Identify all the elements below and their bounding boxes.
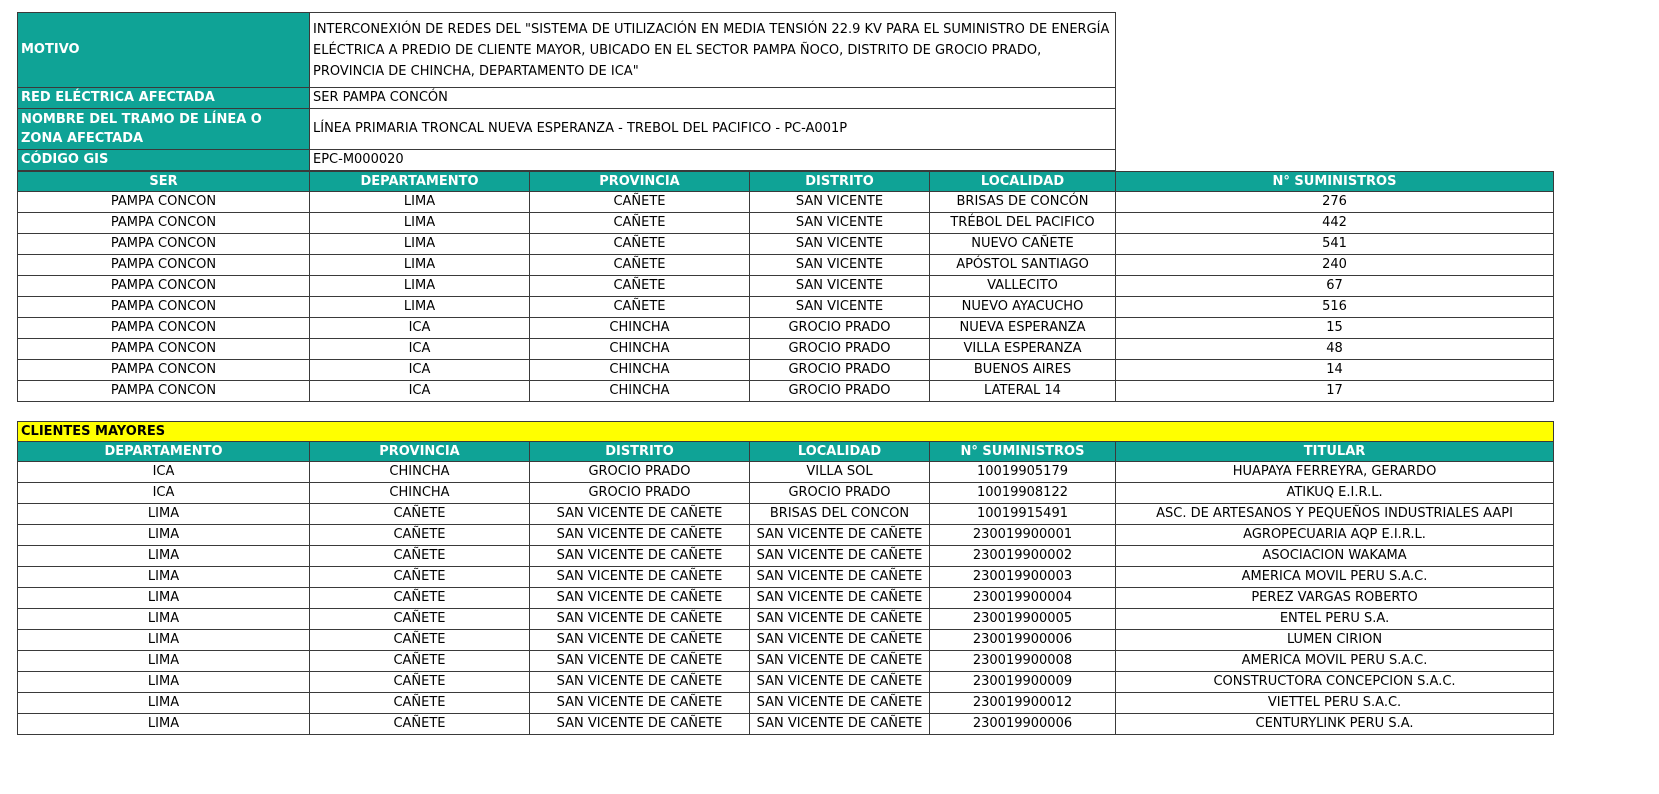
table-cell[interactable]: BRISAS DE CONCÓN bbox=[930, 192, 1116, 213]
table-cell[interactable]: GROCIO PRADO bbox=[530, 483, 750, 504]
table-cell[interactable]: APÓSTOL SANTIAGO bbox=[930, 255, 1116, 276]
table-cell[interactable]: PAMPA CONCON bbox=[18, 213, 310, 234]
table-cell[interactable]: 541 bbox=[1116, 234, 1554, 255]
table-cell[interactable]: GROCIO PRADO bbox=[750, 360, 930, 381]
column-header[interactable]: SER bbox=[18, 172, 310, 192]
table-row bbox=[18, 630, 1554, 651]
table-cell[interactable]: 10019908122 bbox=[930, 483, 1116, 504]
motivo-label[interactable]: MOTIVO bbox=[18, 13, 310, 88]
table-cell[interactable]: 230019900006 bbox=[930, 630, 1116, 651]
spacer bbox=[17, 402, 1554, 421]
table-cell[interactable]: GROCIO PRADO bbox=[530, 462, 750, 483]
table-cell[interactable]: 14 bbox=[1116, 360, 1554, 381]
table-cell[interactable]: CAÑETE bbox=[310, 567, 530, 588]
gis-row bbox=[18, 150, 1116, 171]
table-cell[interactable]: SAN VICENTE DE CAÑETE bbox=[750, 651, 930, 672]
table-cell[interactable]: ICA bbox=[310, 360, 530, 381]
table-cell[interactable]: SAN VICENTE bbox=[750, 255, 930, 276]
table-cell[interactable]: 230019900004 bbox=[930, 588, 1116, 609]
table-row bbox=[18, 714, 1554, 735]
table-row bbox=[18, 588, 1554, 609]
table-cell[interactable]: LIMA bbox=[18, 546, 310, 567]
column-header[interactable]: DEPARTAMENTO bbox=[310, 172, 530, 192]
table-cell[interactable]: ICA bbox=[310, 318, 530, 339]
gis-value[interactable]: EPC-M000020 bbox=[310, 150, 1116, 171]
table-cell[interactable]: LIMA bbox=[310, 255, 530, 276]
table-cell[interactable]: 230019900009 bbox=[930, 672, 1116, 693]
table-cell[interactable]: 10019905179 bbox=[930, 462, 1116, 483]
table-cell[interactable]: PAMPA CONCON bbox=[18, 255, 310, 276]
table-cell[interactable]: CAÑETE bbox=[310, 609, 530, 630]
table-row bbox=[18, 234, 1554, 255]
table-cell[interactable]: LIMA bbox=[310, 297, 530, 318]
table-cell[interactable]: 230019900003 bbox=[930, 567, 1116, 588]
red-value[interactable]: SER PAMPA CONCÓN bbox=[310, 88, 1116, 109]
tramo-label[interactable]: NOMBRE DEL TRAMO DE LÍNEA O ZONA AFECTADA bbox=[18, 109, 310, 150]
table-cell[interactable]: LUMEN CIRION bbox=[1116, 630, 1554, 651]
table-cell[interactable]: BUENOS AIRES bbox=[930, 360, 1116, 381]
table-cell[interactable]: AMERICA MOVIL PERU S.A.C. bbox=[1116, 567, 1554, 588]
table-cell[interactable]: BRISAS DEL CONCON bbox=[750, 504, 930, 525]
column-header[interactable]: DISTRITO bbox=[750, 172, 930, 192]
table-cell[interactable]: CAÑETE bbox=[310, 525, 530, 546]
table-cell[interactable]: SAN VICENTE DE CAÑETE bbox=[530, 693, 750, 714]
column-header[interactable]: N° SUMINISTROS bbox=[930, 442, 1116, 462]
table-cell[interactable]: LIMA bbox=[310, 276, 530, 297]
table-row bbox=[18, 360, 1554, 381]
table-cell[interactable]: LIMA bbox=[18, 609, 310, 630]
table-cell[interactable]: LIMA bbox=[18, 504, 310, 525]
table-cell[interactable]: LIMA bbox=[18, 651, 310, 672]
table-cell[interactable]: SAN VICENTE DE CAÑETE bbox=[750, 693, 930, 714]
table-cell[interactable]: CHINCHA bbox=[530, 360, 750, 381]
table-cell[interactable]: SAN VICENTE DE CAÑETE bbox=[530, 504, 750, 525]
table-row bbox=[18, 651, 1554, 672]
table-cell[interactable]: CAÑETE bbox=[310, 672, 530, 693]
table-cell[interactable]: ENTEL PERU S.A. bbox=[1116, 609, 1554, 630]
table-cell[interactable]: LIMA bbox=[18, 588, 310, 609]
table-cell[interactable]: SAN VICENTE DE CAÑETE bbox=[530, 546, 750, 567]
table-cell[interactable]: NUEVO AYACUCHO bbox=[930, 297, 1116, 318]
table-cell[interactable]: SAN VICENTE DE CAÑETE bbox=[750, 588, 930, 609]
table-row bbox=[18, 318, 1554, 339]
column-header[interactable]: PROVINCIA bbox=[530, 172, 750, 192]
red-row bbox=[18, 88, 1116, 109]
table-cell[interactable]: ASC. DE ARTESANOS Y PEQUEÑOS INDUSTRIALES AAPI bbox=[1116, 504, 1554, 525]
table-cell[interactable]: VIETTEL PERU S.A.C. bbox=[1116, 693, 1554, 714]
table-cell[interactable]: 230019900006 bbox=[930, 714, 1116, 735]
table-row bbox=[18, 672, 1554, 693]
table-row bbox=[18, 213, 1554, 234]
affected-localities-table bbox=[17, 171, 1554, 402]
table2-header-row bbox=[18, 442, 1554, 462]
table-cell[interactable]: ICA bbox=[18, 483, 310, 504]
table-cell[interactable]: AGROPECUARIA AQP E.I.R.L. bbox=[1116, 525, 1554, 546]
table-cell[interactable]: SAN VICENTE bbox=[750, 297, 930, 318]
table-cell[interactable]: NUEVA ESPERANZA bbox=[930, 318, 1116, 339]
column-header[interactable]: DISTRITO bbox=[530, 442, 750, 462]
table-cell[interactable]: 230019900002 bbox=[930, 546, 1116, 567]
table-cell[interactable]: CAÑETE bbox=[310, 504, 530, 525]
tramo-row bbox=[18, 109, 1116, 150]
table-row bbox=[18, 693, 1554, 714]
table-cell[interactable]: ICA bbox=[18, 462, 310, 483]
major-clients-title[interactable]: CLIENTES MAYORES bbox=[18, 422, 1554, 442]
table-cell[interactable]: NUEVO CAÑETE bbox=[930, 234, 1116, 255]
table-cell[interactable]: GROCIO PRADO bbox=[750, 318, 930, 339]
spreadsheet bbox=[17, 12, 1554, 735]
table-cell[interactable]: VILLA ESPERANZA bbox=[930, 339, 1116, 360]
table-cell[interactable]: SAN VICENTE DE CAÑETE bbox=[530, 714, 750, 735]
table-cell[interactable]: CAÑETE bbox=[530, 234, 750, 255]
table-cell[interactable]: 230019900005 bbox=[930, 609, 1116, 630]
table-cell[interactable]: 10019915491 bbox=[930, 504, 1116, 525]
table-cell[interactable]: SAN VICENTE bbox=[750, 213, 930, 234]
table-row bbox=[18, 483, 1554, 504]
table-cell[interactable]: TRÉBOL DEL PACIFICO bbox=[930, 213, 1116, 234]
table-cell[interactable]: HUAPAYA FERREYRA, GERARDO bbox=[1116, 462, 1554, 483]
table-cell[interactable]: CAÑETE bbox=[310, 714, 530, 735]
tramo-value[interactable]: LÍNEA PRIMARIA TRONCAL NUEVA ESPERANZA - TREBOL DEL PACIFICO - PC-A001P bbox=[310, 109, 1116, 150]
red-label[interactable]: RED ELÉCTRICA AFECTADA bbox=[18, 88, 310, 109]
table-cell[interactable]: CAÑETE bbox=[530, 255, 750, 276]
table-cell[interactable]: ICA bbox=[310, 339, 530, 360]
table-cell[interactable]: SAN VICENTE DE CAÑETE bbox=[750, 672, 930, 693]
column-header[interactable]: TITULAR bbox=[1116, 442, 1554, 462]
table-cell[interactable]: GROCIO PRADO bbox=[750, 483, 930, 504]
table-cell[interactable]: GROCIO PRADO bbox=[750, 339, 930, 360]
table-cell[interactable]: 230019900008 bbox=[930, 651, 1116, 672]
table-row bbox=[18, 255, 1554, 276]
table-cell[interactable]: CAÑETE bbox=[310, 693, 530, 714]
table-cell[interactable]: CHINCHA bbox=[310, 483, 530, 504]
table-cell[interactable]: LIMA bbox=[18, 630, 310, 651]
table-cell[interactable]: LIMA bbox=[310, 192, 530, 213]
table-cell[interactable]: GROCIO PRADO bbox=[750, 381, 930, 402]
table-cell[interactable]: SAN VICENTE DE CAÑETE bbox=[750, 630, 930, 651]
table-cell[interactable]: LIMA bbox=[18, 693, 310, 714]
table-cell[interactable]: CHINCHA bbox=[310, 462, 530, 483]
table-cell[interactable]: 516 bbox=[1116, 297, 1554, 318]
table-cell[interactable]: SAN VICENTE bbox=[750, 192, 930, 213]
table-cell[interactable]: CHINCHA bbox=[530, 318, 750, 339]
table-cell[interactable]: PAMPA CONCON bbox=[18, 339, 310, 360]
table-cell[interactable]: SAN VICENTE DE CAÑETE bbox=[530, 672, 750, 693]
table-cell[interactable]: LIMA bbox=[18, 672, 310, 693]
column-header[interactable]: LOCALIDAD bbox=[750, 442, 930, 462]
table-cell[interactable]: SAN VICENTE DE CAÑETE bbox=[530, 651, 750, 672]
table-cell[interactable]: SAN VICENTE DE CAÑETE bbox=[750, 567, 930, 588]
table-cell[interactable]: PAMPA CONCON bbox=[18, 381, 310, 402]
table-cell[interactable]: PEREZ VARGAS ROBERTO bbox=[1116, 588, 1554, 609]
table-row bbox=[18, 504, 1554, 525]
table-cell[interactable]: CAÑETE bbox=[530, 213, 750, 234]
table-cell[interactable]: CAÑETE bbox=[310, 651, 530, 672]
table-cell[interactable]: CAÑETE bbox=[310, 546, 530, 567]
table-row bbox=[18, 276, 1554, 297]
table-cell[interactable]: 17 bbox=[1116, 381, 1554, 402]
major-clients-title-row bbox=[18, 422, 1554, 442]
table-cell[interactable]: ATIKUQ E.I.R.L. bbox=[1116, 483, 1554, 504]
table-cell[interactable]: VILLA SOL bbox=[750, 462, 930, 483]
table-cell[interactable]: SAN VICENTE DE CAÑETE bbox=[530, 630, 750, 651]
table-cell[interactable]: CHINCHA bbox=[530, 339, 750, 360]
table-cell[interactable]: PAMPA CONCON bbox=[18, 192, 310, 213]
table-cell[interactable]: 67 bbox=[1116, 276, 1554, 297]
table-cell[interactable]: SAN VICENTE DE CAÑETE bbox=[530, 588, 750, 609]
table-cell[interactable]: ICA bbox=[310, 381, 530, 402]
table-row bbox=[18, 525, 1554, 546]
table-cell[interactable]: 230019900012 bbox=[930, 693, 1116, 714]
table-row bbox=[18, 462, 1554, 483]
table-row bbox=[18, 297, 1554, 318]
info-table bbox=[17, 12, 1116, 171]
table-cell[interactable]: CHINCHA bbox=[530, 381, 750, 402]
table-cell[interactable]: CAÑETE bbox=[530, 297, 750, 318]
column-header[interactable]: DEPARTAMENTO bbox=[18, 442, 310, 462]
table-cell[interactable]: SAN VICENTE bbox=[750, 276, 930, 297]
table-cell[interactable]: LATERAL 14 bbox=[930, 381, 1116, 402]
table-row bbox=[18, 567, 1554, 588]
column-header[interactable]: N° SUMINISTROS bbox=[1116, 172, 1554, 192]
table-cell[interactable]: LIMA bbox=[18, 525, 310, 546]
table-cell[interactable]: 240 bbox=[1116, 255, 1554, 276]
table-cell[interactable]: PAMPA CONCON bbox=[18, 276, 310, 297]
motivo-value[interactable]: INTERCONEXIÓN DE REDES DEL "SISTEMA DE UTILIZACIÓN EN MEDIA TENSIÓN 22.9 KV PARA EL SUMINISTRO DE ENERGÍA ELÉCTRICA A PREDIO DE CLIENTE MAYOR, UBICADO EN EL SECTOR PAMPA ÑOCO, DISTRITO DE GROCIO PRADO, PROVINCIA DE CHINCHA, DEPARTAMENTO DE ICA" bbox=[310, 13, 1116, 88]
table-cell[interactable]: SAN VICENTE DE CAÑETE bbox=[750, 609, 930, 630]
table-row bbox=[18, 546, 1554, 567]
table-row bbox=[18, 339, 1554, 360]
table1-header-row bbox=[18, 172, 1554, 192]
table-cell[interactable]: LIMA bbox=[18, 714, 310, 735]
table-cell[interactable]: CAÑETE bbox=[530, 192, 750, 213]
table-cell[interactable]: SAN VICENTE DE CAÑETE bbox=[530, 525, 750, 546]
table-row bbox=[18, 192, 1554, 213]
table-cell[interactable]: 15 bbox=[1116, 318, 1554, 339]
table-row bbox=[18, 609, 1554, 630]
table-cell[interactable]: SAN VICENTE bbox=[750, 234, 930, 255]
table-cell[interactable]: ASOCIACION WAKAMA bbox=[1116, 546, 1554, 567]
column-header[interactable]: PROVINCIA bbox=[310, 442, 530, 462]
table-cell[interactable]: LIMA bbox=[18, 567, 310, 588]
table-cell[interactable]: VALLECITO bbox=[930, 276, 1116, 297]
table-cell[interactable]: SAN VICENTE DE CAÑETE bbox=[750, 546, 930, 567]
table-cell[interactable]: CAÑETE bbox=[310, 588, 530, 609]
table-cell[interactable]: PAMPA CONCON bbox=[18, 234, 310, 255]
table-cell[interactable]: 230019900001 bbox=[930, 525, 1116, 546]
table-cell[interactable]: LIMA bbox=[310, 234, 530, 255]
column-header[interactable]: LOCALIDAD bbox=[930, 172, 1116, 192]
table-cell[interactable]: CAÑETE bbox=[310, 630, 530, 651]
motivo-row bbox=[18, 13, 1116, 88]
table-cell[interactable]: 276 bbox=[1116, 192, 1554, 213]
table-cell[interactable]: PAMPA CONCON bbox=[18, 297, 310, 318]
table-cell[interactable]: SAN VICENTE DE CAÑETE bbox=[750, 525, 930, 546]
table-cell[interactable]: CAÑETE bbox=[530, 276, 750, 297]
table-cell[interactable]: CENTURYLINK PERU S.A. bbox=[1116, 714, 1554, 735]
table-cell[interactable]: 48 bbox=[1116, 339, 1554, 360]
table-cell[interactable]: CONSTRUCTORA CONCEPCION S.A.C. bbox=[1116, 672, 1554, 693]
table-cell[interactable]: SAN VICENTE DE CAÑETE bbox=[530, 567, 750, 588]
table-cell[interactable]: PAMPA CONCON bbox=[18, 360, 310, 381]
table-cell[interactable]: SAN VICENTE DE CAÑETE bbox=[530, 609, 750, 630]
table-cell[interactable]: LIMA bbox=[310, 213, 530, 234]
gis-label[interactable]: CÓDIGO GIS bbox=[18, 150, 310, 171]
table-cell[interactable]: PAMPA CONCON bbox=[18, 318, 310, 339]
table-cell[interactable]: SAN VICENTE DE CAÑETE bbox=[750, 714, 930, 735]
table-row bbox=[18, 381, 1554, 402]
table-cell[interactable]: 442 bbox=[1116, 213, 1554, 234]
table-cell[interactable]: AMERICA MOVIL PERU S.A.C. bbox=[1116, 651, 1554, 672]
major-clients-table bbox=[17, 421, 1554, 735]
